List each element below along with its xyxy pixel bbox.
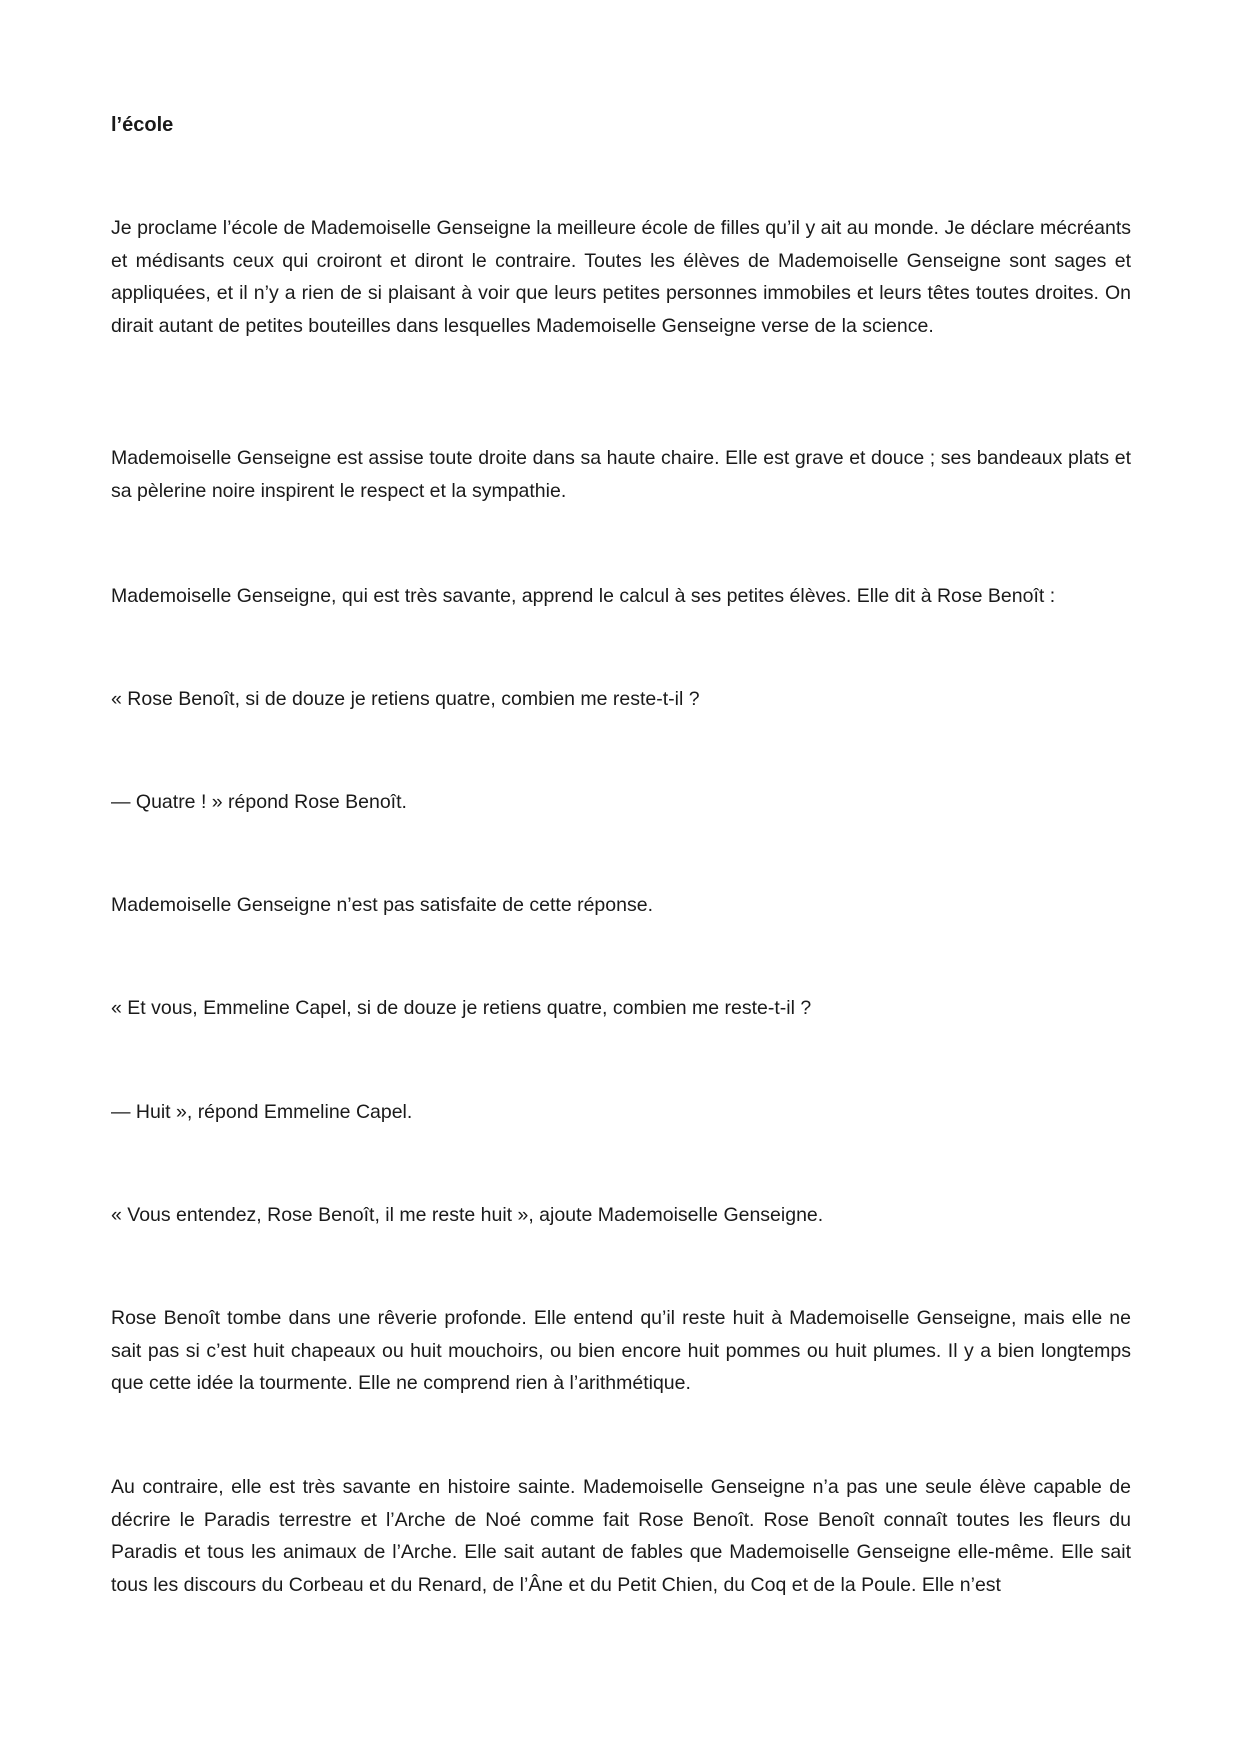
dialogue-question-emmeline: « Et vous, Emmeline Capel, si de douze je retiens quatre, combien me reste-t-il ? (111, 997, 812, 1019)
paragraph-intro: Je proclame l’école de Mademoiselle Genseigne la meilleure école de filles qu’il y ait au monde. Je déclare mécréants et médisants ceux qui croiront et diront le contraire. Toutes les élèves de Mademoiselle Genseigne sont sages et appliquées, et il n’y a rien de si plaisant à voir que leurs petites personnes immobiles et leurs têtes toutes droites. On dirait autant de petites bouteilles dans lesquelles Mademoiselle Genseigne verse de la science. (111, 217, 1131, 337)
paragraph-reverie: Rose Benoît tombe dans une rêverie profonde. Elle entend qu’il reste huit à Mademoiselle Genseigne, mais elle ne sait pas si c’est huit chapeaux ou huit mouchoirs, ou bien encore huit pommes ou huit plumes. Il y a bien longtemps que cette idée la tourmente. Elle ne comprend rien à l’arithmétique. (111, 1307, 1131, 1394)
dialogue-question-rose: « Rose Benoît, si de douze je retiens quatre, combien me reste-t-il ? (111, 688, 700, 710)
dialogue-answer-rose: — Quatre ! » répond Rose Benoît. (111, 791, 407, 813)
dialogue-answer-emmeline: — Huit », répond Emmeline Capel. (111, 1101, 413, 1123)
paragraph-histoire-sainte: Au contraire, elle est très savante en histoire sainte. Mademoiselle Genseigne n’a pas une seule élève capable de décrire le Paradis terrestre et l’Arche de Noé comme fait Rose Benoît. Rose Benoît connaît toutes les fleurs du Paradis et tous les animaux de l’Arche. Elle sait autant de fables que Mademoiselle Genseigne elle-même. Elle sait tous les discours du Corbeau et du Renard, de l’Âne et du Petit Chien, du Coq et de la Poule. Elle n’est (111, 1476, 1131, 1596)
paragraph-chaire: Mademoiselle Genseigne est assise toute droite dans sa haute chaire. Elle est grave et douce ; ses bandeaux plats et sa pèlerine noire inspirent le respect et la sympathie. (111, 447, 1131, 502)
paragraph-not-satisfied: Mademoiselle Genseigne n’est pas satisfaite de cette réponse. (111, 894, 653, 916)
paragraph-calcul: Mademoiselle Genseigne, qui est très savante, apprend le calcul à ses petites élèves. Elle dit à Rose Benoît : (111, 585, 1056, 607)
document-title: l’école (111, 114, 174, 136)
dialogue-conclusion: « Vous entendez, Rose Benoît, il me reste huit », ajoute Mademoiselle Genseigne. (111, 1204, 824, 1226)
